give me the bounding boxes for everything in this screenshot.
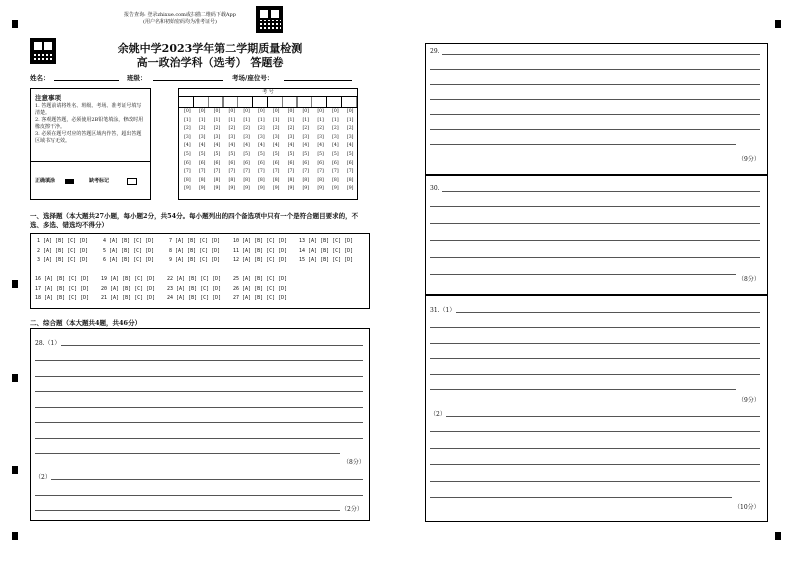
- absent-mark-label: 缺考标记: [89, 178, 110, 184]
- digit-bubble[interactable]: [3]: [287, 134, 295, 140]
- answer-line[interactable]: [430, 99, 760, 100]
- digit-bubble[interactable]: [0]: [332, 109, 339, 114]
- answer-line[interactable]: [35, 407, 363, 408]
- digit-bubble[interactable]: [9]: [213, 186, 221, 192]
- digit-bubble[interactable]: [0]: [228, 109, 236, 114]
- note-item: 1. 答题前请将姓名、班级、考场、准考证号填写清楚。: [35, 103, 142, 116]
- digit-bubble[interactable]: [7]: [272, 169, 280, 175]
- digit-bubble[interactable]: [2]: [287, 126, 295, 132]
- class-label: 班级：: [127, 74, 147, 82]
- digit-bubble[interactable]: [6]: [258, 160, 265, 166]
- digit-bubbles[interactable]: [180, 108, 358, 194]
- answer-line[interactable]: [35, 376, 363, 377]
- digit-bubble[interactable]: [9]: [184, 186, 191, 192]
- digit-bubble[interactable]: [2]: [184, 126, 191, 132]
- digit-row: [180, 185, 358, 194]
- digit-bubble[interactable]: [4]: [332, 143, 339, 149]
- q30-answer-box[interactable]: [425, 175, 768, 295]
- digit-bubble[interactable]: [1]: [198, 117, 206, 123]
- digit-bubble[interactable]: [9]: [287, 186, 295, 192]
- digit-bubble[interactable]: [1]: [272, 117, 280, 123]
- digit-bubble[interactable]: [0]: [198, 109, 206, 114]
- digit-bubble[interactable]: [5]: [272, 151, 280, 157]
- digit-bubble[interactable]: [9]: [228, 186, 236, 192]
- q31-answer-box[interactable]: [425, 295, 768, 522]
- registration-mark: [12, 280, 18, 288]
- answer-line[interactable]: [430, 497, 732, 498]
- answer-line[interactable]: [446, 416, 760, 417]
- digit-bubble[interactable]: [6]: [317, 160, 324, 166]
- digit-bubble[interactable]: [4]: [228, 143, 236, 149]
- digit-bubble[interactable]: [5]: [302, 151, 310, 157]
- answer-line[interactable]: [430, 358, 760, 359]
- section1-title: 一、选择题（本大题共27小题，每小题2分，共54分。每小题列出的四个备选项中只有一个是符合题目要求的，不选、多选、错选均不得分）: [30, 212, 359, 229]
- note-item: 3. 必须在题号对应的答题区域内作答，超出答题区域书写无效。: [35, 131, 142, 144]
- q31-part2-label: （2）: [430, 411, 446, 418]
- answer-line[interactable]: [430, 257, 760, 258]
- digit-bubble[interactable]: [8]: [213, 177, 221, 183]
- filled-sample: [65, 179, 74, 184]
- digit-row: [180, 117, 358, 126]
- digit-bubble[interactable]: [1]: [287, 117, 295, 123]
- digit-bubble[interactable]: [9]: [302, 186, 310, 192]
- digit-bubble[interactable]: [4]: [198, 143, 206, 149]
- q29-label: 29.: [430, 48, 440, 55]
- digit-bubble[interactable]: [7]: [302, 169, 310, 175]
- notes-list: [35, 103, 145, 145]
- answer-line[interactable]: [430, 327, 760, 328]
- digit-bubble[interactable]: [1]: [228, 117, 236, 123]
- answer-line[interactable]: [430, 84, 760, 85]
- notice-line-2: (用户名和初始密码均为准考证号): [143, 19, 217, 25]
- choice-group[interactable]: 13 [A] [B] [C] [D] 14 [A] [B] [C] [D] 15 [A] [B] [C] [D]: [299, 238, 354, 263]
- registration-mark: [12, 374, 18, 382]
- digit-bubble[interactable]: [6]: [332, 160, 339, 166]
- digit-bubble[interactable]: [7]: [346, 169, 354, 175]
- digit-bubble[interactable]: [3]: [302, 134, 310, 140]
- digit-bubble[interactable]: [8]: [317, 177, 324, 183]
- notes-box: [30, 88, 151, 200]
- q30-score: （8分）: [738, 276, 760, 283]
- digit-bubble[interactable]: [6]: [272, 160, 280, 166]
- digit-bubble[interactable]: [2]: [317, 126, 324, 132]
- digit-bubble[interactable]: [7]: [258, 169, 265, 175]
- digit-bubble[interactable]: [5]: [287, 151, 295, 157]
- answer-line[interactable]: [430, 129, 760, 130]
- registration-mark: [12, 532, 18, 540]
- digit-bubble[interactable]: [3]: [332, 134, 339, 140]
- room-seat-field[interactable]: [284, 80, 352, 81]
- digit-bubble[interactable]: [6]: [287, 160, 295, 166]
- registration-mark: [775, 20, 781, 28]
- choice-answer-box[interactable]: [30, 233, 370, 309]
- answer-line[interactable]: [35, 453, 340, 454]
- digit-bubble[interactable]: [4]: [184, 143, 191, 149]
- digit-bubble[interactable]: [5]: [243, 151, 250, 157]
- digit-bubble[interactable]: [7]: [287, 169, 295, 175]
- digit-bubble[interactable]: [4]: [272, 143, 280, 149]
- digit-row: [180, 177, 358, 186]
- choice-group[interactable]: 25 [A] [B] [C] [D] 26 [A] [B] [C] [D] 27 [A] [B] [C] [D]: [233, 276, 288, 301]
- name-field[interactable]: [54, 80, 119, 81]
- absent-checkbox[interactable]: [127, 178, 137, 185]
- school-title: 余姚中学2023学年第二学期质量检测: [117, 42, 303, 55]
- name-label: 姓名：: [30, 74, 50, 82]
- digit-bubble[interactable]: [4]: [287, 143, 295, 149]
- digit-row: [180, 108, 358, 117]
- digit-bubble[interactable]: [6]: [213, 160, 221, 166]
- digit-bubble[interactable]: [7]: [228, 169, 236, 175]
- answer-line[interactable]: [430, 464, 760, 465]
- digit-bubble[interactable]: [7]: [184, 169, 191, 175]
- digit-bubble[interactable]: [0]: [243, 109, 250, 114]
- digit-bubble[interactable]: [3]: [228, 134, 236, 140]
- digit-bubble[interactable]: [5]: [213, 151, 221, 157]
- report-notice: [100, 12, 260, 26]
- answer-line[interactable]: [442, 54, 760, 55]
- choice-group[interactable]: 7 [A] [B] [C] [D] 8 [A] [B] [C] [D] 9 [A] [B] [C] [D]: [169, 238, 221, 263]
- digit-bubble[interactable]: [7]: [243, 169, 250, 175]
- digit-bubble[interactable]: [0]: [287, 109, 295, 114]
- digit-bubble[interactable]: [3]: [317, 134, 324, 140]
- answer-line[interactable]: [430, 431, 760, 432]
- digit-bubble[interactable]: [9]: [258, 186, 265, 192]
- answer-line[interactable]: [430, 389, 736, 390]
- answer-line[interactable]: [442, 191, 760, 192]
- answer-line[interactable]: [35, 360, 363, 361]
- digit-bubble[interactable]: [3]: [184, 134, 191, 140]
- digit-bubble[interactable]: [3]: [213, 134, 221, 140]
- digit-row: [180, 168, 358, 177]
- digit-bubble[interactable]: [1]: [317, 117, 324, 123]
- q30-label: 30.: [430, 185, 440, 192]
- answer-line[interactable]: [430, 448, 760, 449]
- answer-line[interactable]: [430, 374, 760, 375]
- digit-bubble[interactable]: [2]: [228, 126, 236, 132]
- digit-bubble[interactable]: [1]: [213, 117, 221, 123]
- digit-bubble[interactable]: [7]: [332, 169, 339, 175]
- digit-bubble[interactable]: [3]: [258, 134, 265, 140]
- answer-line[interactable]: [430, 69, 760, 70]
- answer-line[interactable]: [35, 391, 363, 392]
- digit-bubble[interactable]: [8]: [228, 177, 236, 183]
- choice-group[interactable]: 10 [A] [B] [C] [D] 11 [A] [B] [C] [D] 12 [A] [B] [C] [D]: [233, 238, 288, 263]
- digit-bubble[interactable]: [9]: [272, 186, 280, 192]
- digit-bubble[interactable]: [0]: [346, 109, 354, 114]
- digit-bubble[interactable]: [4]: [302, 143, 310, 149]
- digit-row: [180, 151, 358, 160]
- digit-bubble[interactable]: [9]: [198, 186, 206, 192]
- digit-bubble[interactable]: [8]: [332, 177, 339, 183]
- digit-bubble[interactable]: [9]: [346, 186, 354, 192]
- choice-group[interactable]: 22 [A] [B] [C] [D] 23 [A] [B] [C] [D] 24 [A] [B] [C] [D]: [167, 276, 222, 301]
- q31-score-1: （9分）: [738, 397, 760, 404]
- notice-line-1: 报告查询: 登录zhixue.com或扫描二维码下载App: [124, 12, 236, 18]
- digit-bubble[interactable]: [1]: [302, 117, 310, 123]
- digit-row: [180, 160, 358, 169]
- choice-group[interactable]: 16 [A] [B] [C] [D] 17 [A] [B] [C] [D] 18 [A] [B] [C] [D]: [35, 276, 90, 301]
- digit-bubble[interactable]: [3]: [272, 134, 280, 140]
- note-item: 2. 客观题答题，必须使用2B铅笔填涂，修改时用橡皮擦干净。: [35, 117, 144, 130]
- digit-bubble[interactable]: [5]: [184, 151, 191, 157]
- digit-bubble[interactable]: [3]: [243, 134, 250, 140]
- digit-bubble[interactable]: [5]: [198, 151, 206, 157]
- digit-bubble[interactable]: [8]: [198, 177, 206, 183]
- digit-bubble[interactable]: [0]: [317, 109, 324, 114]
- q28-label: 28.（1）: [35, 340, 61, 347]
- digit-bubble[interactable]: [4]: [317, 143, 324, 149]
- digit-bubble[interactable]: [8]: [272, 177, 280, 183]
- answer-line[interactable]: [430, 343, 760, 344]
- answer-line[interactable]: [35, 438, 363, 439]
- digit-bubble[interactable]: [7]: [198, 169, 206, 175]
- answer-line[interactable]: [51, 479, 363, 480]
- digit-bubble[interactable]: [3]: [346, 134, 354, 140]
- answer-line[interactable]: [35, 422, 363, 423]
- digit-bubble[interactable]: [8]: [243, 177, 250, 183]
- answer-line[interactable]: [430, 274, 736, 275]
- digit-bubble[interactable]: [2]: [243, 126, 250, 132]
- digit-bubble[interactable]: [8]: [287, 177, 295, 183]
- choice-group[interactable]: 4 [A] [B] [C] [D] 5 [A] [B] [C] [D] 6 [A] [B] [C] [D]: [103, 238, 155, 263]
- fill-correct-label: 正确填涂: [35, 178, 56, 184]
- digit-bubble[interactable]: [7]: [317, 169, 324, 175]
- qr-code-icon: [256, 6, 283, 33]
- answer-line[interactable]: [430, 240, 760, 241]
- digit-bubble[interactable]: [6]: [243, 160, 250, 166]
- notes-title: 注意事项: [35, 94, 61, 102]
- digit-bubble[interactable]: [0]: [272, 109, 280, 114]
- digit-bubble[interactable]: [8]: [346, 177, 354, 183]
- answer-line[interactable]: [430, 481, 760, 482]
- digit-bubble[interactable]: [0]: [302, 109, 310, 114]
- q28-score-2: （2分）: [341, 506, 363, 513]
- exam-number-label: 考 号: [179, 89, 357, 97]
- choice-group[interactable]: 19 [A] [B] [C] [D] 20 [A] [B] [C] [D] 21 [A] [B] [C] [D]: [101, 276, 156, 301]
- answer-line[interactable]: [430, 223, 760, 224]
- digit-bubble[interactable]: [8]: [184, 177, 191, 183]
- class-field[interactable]: [153, 80, 223, 81]
- digit-bubble[interactable]: [4]: [213, 143, 221, 149]
- digit-bubble[interactable]: [3]: [198, 134, 206, 140]
- digit-bubble[interactable]: [2]: [258, 126, 265, 132]
- digit-bubble[interactable]: [5]: [317, 151, 324, 157]
- digit-bubble[interactable]: [9]: [243, 186, 250, 192]
- digit-bubble[interactable]: [6]: [184, 160, 191, 166]
- section2-title: 二、综合题（本大题共4题，共46分）: [30, 319, 142, 327]
- digit-bubble[interactable]: [1]: [346, 117, 354, 123]
- q28-score-1: （8分）: [343, 459, 365, 466]
- digit-bubble[interactable]: [6]: [346, 160, 354, 166]
- digit-row: [180, 134, 358, 143]
- exam-number-grid: [178, 88, 358, 200]
- answer-line[interactable]: [430, 206, 760, 207]
- digit-bubble[interactable]: [1]: [243, 117, 250, 123]
- digit-bubble[interactable]: [5]: [332, 151, 339, 157]
- digit-bubble[interactable]: [2]: [272, 126, 280, 132]
- registration-mark: [12, 466, 18, 474]
- digit-bubble[interactable]: [5]: [346, 151, 354, 157]
- q28-answer-box[interactable]: [30, 328, 370, 521]
- digit-bubble[interactable]: [4]: [258, 143, 265, 149]
- answer-line[interactable]: [456, 312, 760, 313]
- digit-bubble[interactable]: [5]: [258, 151, 265, 157]
- digit-bubble[interactable]: [2]: [302, 126, 310, 132]
- q31-score-2: （10分）: [734, 504, 760, 511]
- digit-bubble[interactable]: [0]: [184, 109, 191, 114]
- digit-bubble[interactable]: [6]: [302, 160, 310, 166]
- digit-bubble[interactable]: [1]: [258, 117, 265, 123]
- digit-bubble[interactable]: [1]: [184, 117, 191, 123]
- digit-bubble[interactable]: [1]: [332, 117, 339, 123]
- digit-bubble[interactable]: [4]: [346, 143, 354, 149]
- digit-bubble[interactable]: [6]: [198, 160, 206, 166]
- digit-bubble[interactable]: [4]: [243, 143, 250, 149]
- choice-group[interactable]: 1 [A] [B] [C] [D] 2 [A] [B] [C] [D] 3 [A] [B] [C] [D]: [37, 238, 89, 263]
- digit-bubble[interactable]: [7]: [213, 169, 221, 175]
- digit-bubble[interactable]: [2]: [213, 126, 221, 132]
- digit-bubble[interactable]: [0]: [213, 109, 221, 114]
- divider: [31, 161, 150, 162]
- q29-answer-box[interactable]: [425, 43, 768, 175]
- registration-mark: [775, 532, 781, 540]
- digit-bubble[interactable]: [8]: [258, 177, 265, 183]
- answer-line[interactable]: [35, 495, 363, 496]
- digit-bubble[interactable]: [2]: [346, 126, 354, 132]
- exam-number-write-cells[interactable]: [179, 97, 357, 108]
- digit-bubble[interactable]: [8]: [302, 177, 310, 183]
- digit-row: [180, 142, 358, 151]
- answer-line[interactable]: [430, 114, 760, 115]
- subject-title: 高一政治学科（选考） 答题卷: [136, 56, 284, 69]
- digit-bubble[interactable]: [0]: [258, 109, 265, 114]
- digit-bubble[interactable]: [5]: [228, 151, 236, 157]
- q29-score: （9分）: [738, 156, 760, 163]
- answer-line[interactable]: [430, 144, 736, 145]
- registration-mark: [12, 20, 18, 28]
- digit-bubble[interactable]: [2]: [332, 126, 339, 132]
- answer-line[interactable]: [35, 510, 340, 511]
- digit-bubble[interactable]: [9]: [317, 186, 324, 192]
- answer-line[interactable]: [61, 345, 363, 346]
- digit-bubble[interactable]: [2]: [198, 126, 206, 132]
- qr-code-icon: [30, 38, 56, 64]
- room-seat-label: 考场/座位号：: [232, 74, 274, 82]
- digit-bubble[interactable]: [6]: [228, 160, 236, 166]
- q31-label: 31.（1）: [430, 307, 456, 314]
- q28-part2-label: （2）: [35, 474, 51, 481]
- digit-bubble[interactable]: [9]: [332, 186, 339, 192]
- digit-row: [180, 125, 358, 134]
